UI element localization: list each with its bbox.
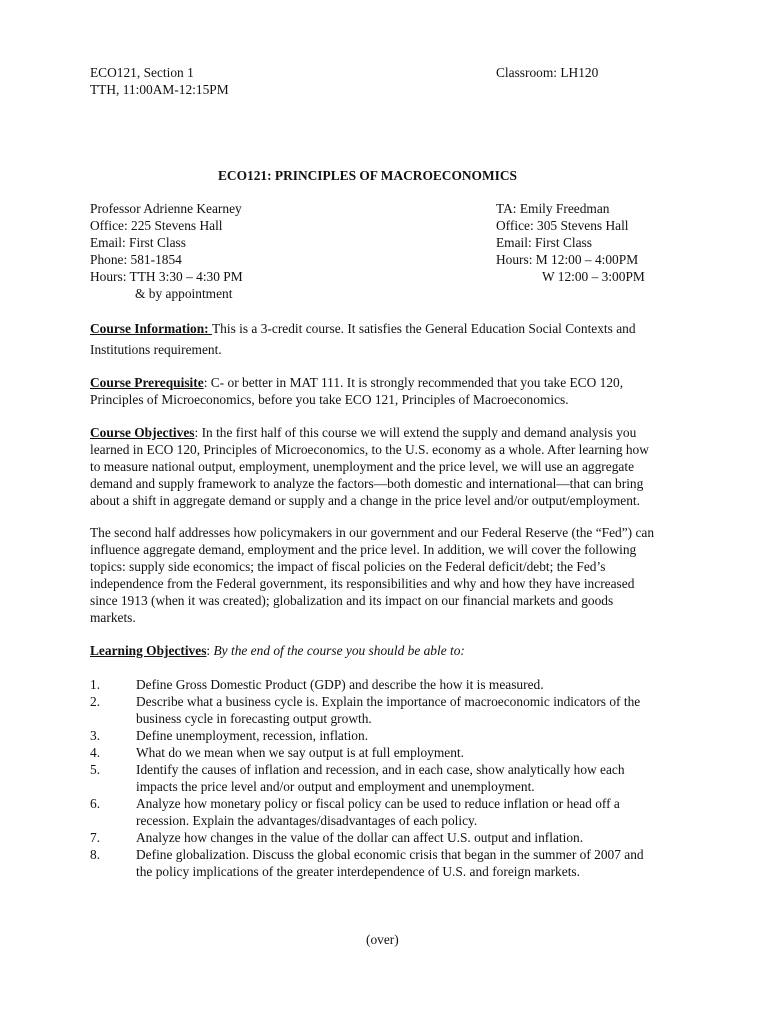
list-item-text: Identify the causes of inflation and recession, and in each case, show analytically how each: [136, 762, 625, 777]
course-information-text: This is a 3-credit course. It satisfies the General Education Social Contexts and: [212, 321, 636, 336]
second-half-line: influence aggregate demand, employment and the price level. In addition, we will cover the following: [90, 542, 637, 557]
course-objectives-line: about a shift in aggregate demand or supply and a change in the price level and/or output/employment.: [90, 493, 640, 508]
list-item: [136, 676, 544, 693]
list-item-text: Define globalization. Discuss the global economic crisis that began in the summer of 2007 and: [136, 847, 644, 862]
page-title: ECO121: PRINCIPLES OF MACROECONOMICS: [218, 168, 517, 183]
list-item: [136, 795, 620, 829]
learning-objectives-heading: [90, 642, 465, 659]
course-information-label: Course Information:: [90, 321, 212, 336]
learning-objectives-label: Learning Objectives: [90, 643, 207, 658]
second-half-line: The second half addresses how policymakers in our government and our Federal Reserve (the “Fed”) can: [90, 525, 655, 540]
professor-appointment: & by appointment: [135, 286, 233, 301]
list-item: [136, 846, 644, 880]
ta-office: Office: 305 Stevens Hall: [496, 218, 629, 233]
course-prerequisite-label: Course Prerequisite: [90, 375, 204, 390]
course-information-text-2: Institutions requirement.: [90, 342, 222, 357]
page-footer-over: (over): [366, 932, 399, 947]
list-item-number: 2.: [90, 694, 101, 709]
learning-objectives-colon: :: [206, 643, 214, 658]
list-item: [136, 727, 368, 744]
course-section: ECO121, Section 1: [90, 65, 194, 80]
list-item-number: 3.: [90, 728, 101, 743]
classroom: Classroom: LH120: [496, 65, 599, 80]
list-item-text: What do we mean when we say output is at full employment.: [136, 745, 464, 760]
second-half-line: since 1913 (when it was created); globalization and its impact on our financial markets and goods: [90, 593, 614, 608]
list-item-number: 1.: [90, 677, 101, 692]
professor-email: Email: First Class: [90, 235, 186, 250]
course-objectives-line: learned in ECO 120, Principles of Microeconomics, to the U.S. economy as a whole. After learning how: [90, 442, 649, 457]
course-objectives-text: : In the first half of this course we will extend the supply and demand analysis you: [194, 425, 637, 440]
list-item-text: the policy implications of the greater interdependence of U.S. and foreign markets.: [136, 864, 580, 879]
professor-hours: Hours: TTH 3:30 – 4:30 PM: [90, 269, 243, 284]
list-item-number: 4.: [90, 745, 101, 760]
second-half-paragraph: [90, 524, 680, 626]
list-item-text: impacts the price level and/or output and employment and unemployment.: [136, 779, 535, 794]
ta-hours: Hours: M 12:00 – 4:00PM: [496, 252, 639, 267]
list-item-number: 7.: [90, 830, 101, 845]
ta-name: TA: Emily Freedman: [496, 201, 610, 216]
learning-objectives-intro: By the end of the course you should be able to:: [213, 643, 465, 658]
second-half-line: topics: supply side economics; the impact of fiscal policies on the Federal deficit/debt; the Fed’s: [90, 559, 606, 574]
professor-office: Office: 225 Stevens Hall: [90, 218, 223, 233]
list-item-text: Analyze how monetary policy or fiscal policy can be used to reduce inflation or head off a: [136, 796, 620, 811]
professor-phone: Phone: 581-1854: [90, 252, 182, 267]
list-item-text: Describe what a business cycle is. Explain the importance of macroeconomic indicators of the: [136, 694, 641, 709]
course-objectives: [90, 424, 680, 509]
professor-name: Professor Adrienne Kearney: [90, 201, 242, 216]
ta-hours-2: W 12:00 – 3:00PM: [542, 269, 645, 284]
course-prerequisite-text: : C- or better in MAT 111. It is strongly recommended that you take ECO 120,: [203, 375, 624, 390]
list-item: [136, 693, 640, 727]
course-objectives-label: Course Objectives: [90, 425, 195, 440]
course-information: [90, 318, 680, 360]
ta-block: [496, 200, 645, 285]
course-objectives-line: demand and supply framework to analyze the factors—both domestic and international—that can bring: [90, 476, 644, 491]
professor-block: [90, 200, 243, 302]
second-half-line: markets.: [90, 610, 136, 625]
ta-email: Email: First Class: [496, 235, 592, 250]
list-item-text: Define Gross Domestic Product (GDP) and describe the how it is measured.: [136, 677, 544, 692]
list-item: [136, 744, 464, 761]
course-prerequisite: [90, 374, 680, 408]
list-item: [136, 829, 583, 846]
list-item-number: 6.: [90, 796, 101, 811]
course-objectives-line: to measure national output, employment, unemployment and the price level, we will use an aggregate: [90, 459, 635, 474]
list-item-text: recession. Explain the advantages/disadvantages of each policy.: [136, 813, 478, 828]
second-half-line: independence from the Federal government, its responsibilities and why and how they have increased: [90, 576, 635, 591]
list-item: [136, 761, 625, 795]
list-item-number: 5.: [90, 762, 101, 777]
list-item-text: Analyze how changes in the value of the dollar can affect U.S. output and inflation.: [136, 830, 584, 845]
list-item-number: 8.: [90, 847, 101, 862]
list-item-text: Define unemployment, recession, inflation.: [136, 728, 369, 743]
course-prerequisite-text-2: Principles of Microeconomics, before you take ECO 121, Principles of Macroeconomics.: [90, 392, 569, 407]
meeting-time: TTH, 11:00AM-12:15PM: [90, 82, 229, 97]
list-item-text: business cycle in forecasting output growth.: [136, 711, 372, 726]
